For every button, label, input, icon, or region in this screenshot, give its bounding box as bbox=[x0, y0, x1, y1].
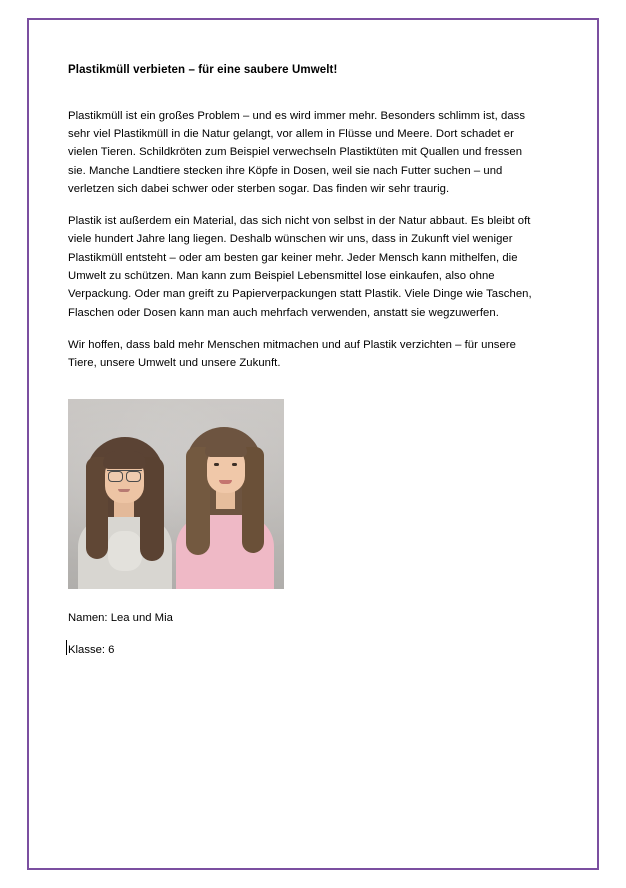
caption-class-line bbox=[68, 641, 542, 659]
caption-class: Klasse: 6 bbox=[68, 643, 115, 656]
eye-right-2 bbox=[232, 463, 237, 466]
mouth-right bbox=[219, 480, 232, 484]
body-paragraph-1: Plastikmüll ist ein großes Problem – und es wird immer mehr. Besonders schlimm ist, dass sehr viel Plastikmüll in die Natur gelangt, vor allem in Flüsse und Meere. Dort schadet er vielen Tieren. Schildkröten zum Beispiel verwechseln Plastiktüten mit Quallen und fressen sie. Manche Landtiere stecken ihre Köpfe in Dosen, weil sie nach Futter suchen – und verletzen sich dabei schwer oder sterben sogar. Das finden wir sehr traurig. bbox=[68, 109, 526, 195]
fringe-left bbox=[103, 451, 146, 469]
document-content bbox=[68, 62, 542, 659]
photo-two-girls bbox=[68, 399, 284, 589]
person-right bbox=[172, 421, 276, 589]
page-title: Plastikmüll verbieten – für eine saubere Umwelt! bbox=[68, 64, 338, 76]
mouth-left bbox=[118, 489, 130, 492]
caption-names: Namen: Lea und Mia bbox=[68, 611, 173, 624]
glasses-icon bbox=[107, 470, 142, 480]
eye-right-1 bbox=[214, 463, 219, 466]
hair-strand-right-2 bbox=[242, 447, 264, 553]
body-paragraph-3: Wir hoffen, dass bald mehr Menschen mitmachen und auf Plastik verzichten – für unsere Tiere, unsere Umwelt und unsere Zukunft. bbox=[68, 338, 516, 370]
body-paragraph-2: Plastik ist außerdem ein Material, das sich nicht von selbst in der Natur abbaut. Es bleibt oft viele hundert Jahre lang liegen. Deshalb wünschen wir uns, dass in Zukunft viel weniger Plastikmüll entsteht – oder am besten gar keiner mehr. Jeder Mensch kann mithelfen, die Umwelt zu schützen. Man kann zum Beispiel Lebensmittel lose einkaufen, also ohne Verpackung. Oder man greift zu Papierverpackungen statt Plastik. Viele Dinge wie Taschen, Flaschen oder Dosen kann man auch mehrfach verwenden, anstatt sie wegzuwerfen. bbox=[68, 215, 532, 319]
person-left bbox=[76, 429, 172, 589]
text-cursor bbox=[66, 640, 67, 655]
fringe-right bbox=[205, 441, 247, 457]
